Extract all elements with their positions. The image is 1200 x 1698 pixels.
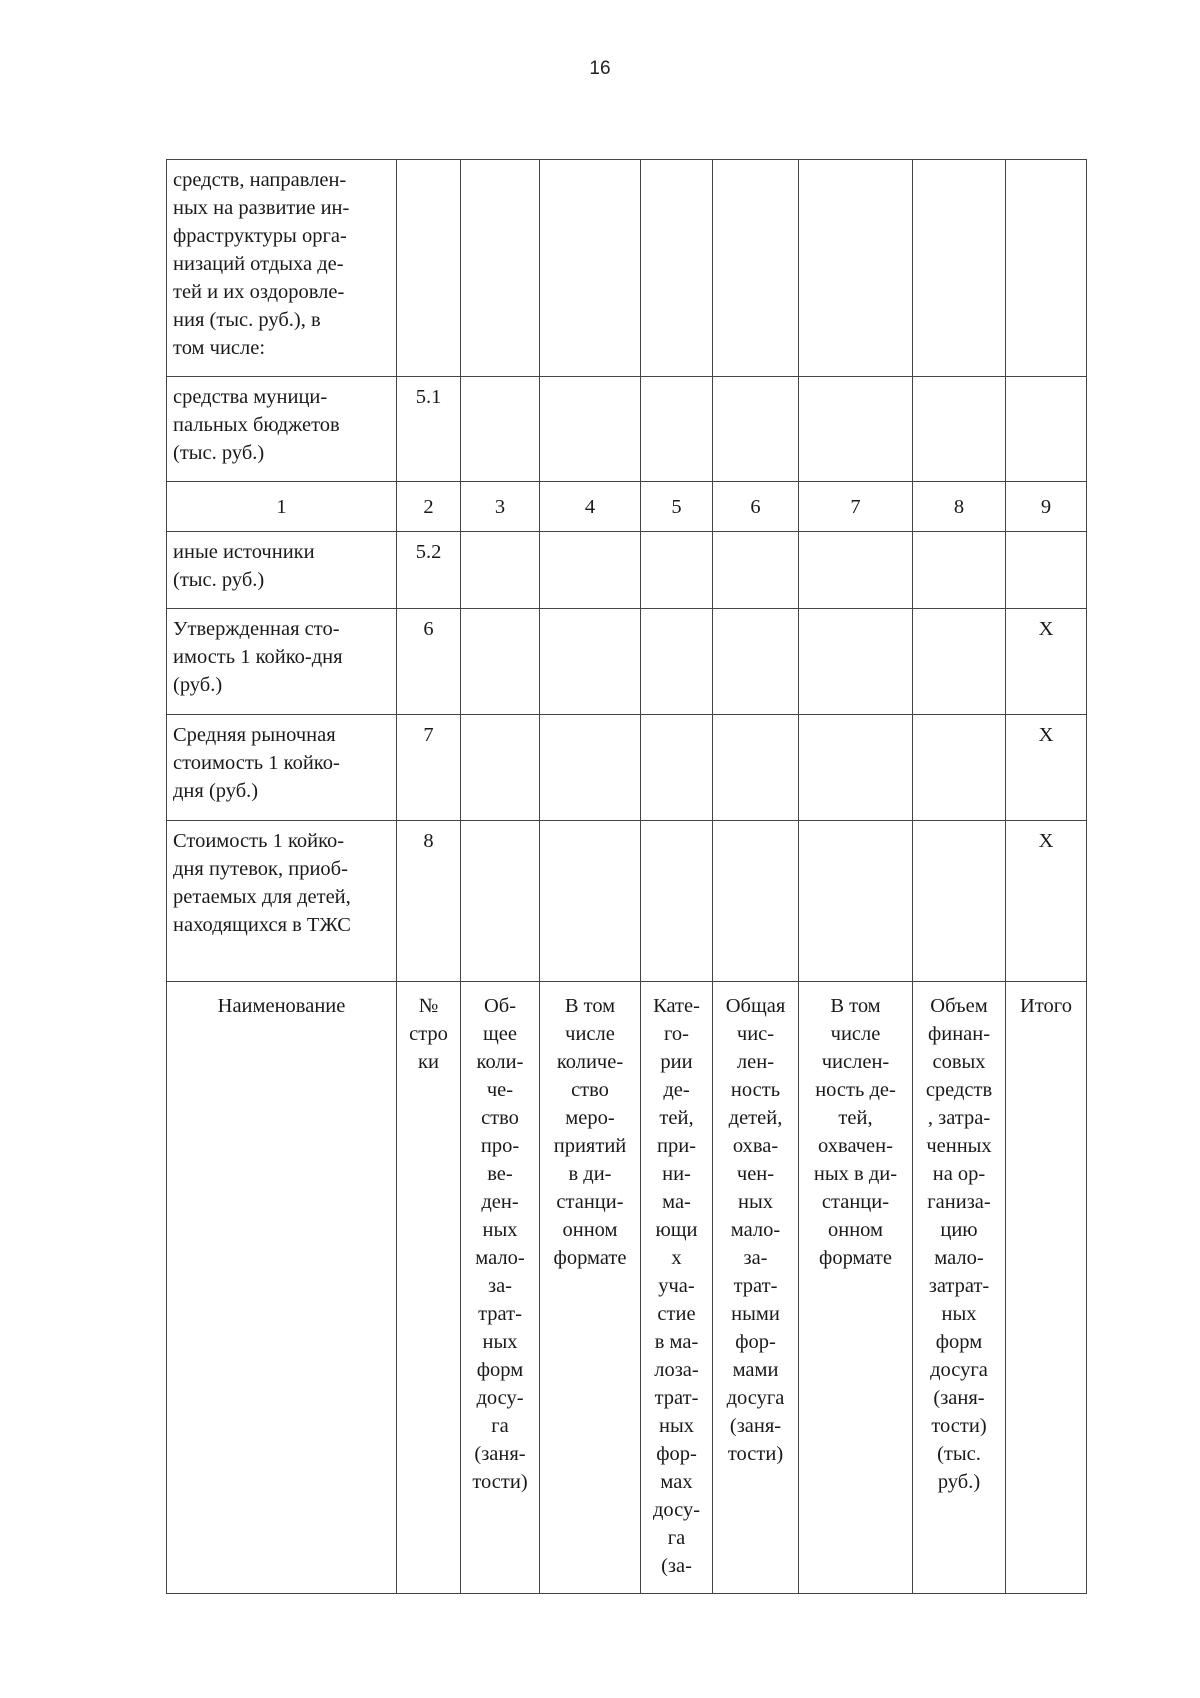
table-cell: [540, 377, 641, 482]
table-row-funds-infrastructure: [167, 160, 1087, 377]
table-cell: [461, 609, 540, 715]
table-cell: [461, 532, 540, 609]
table-cell: [713, 160, 799, 377]
table-cell: [540, 715, 641, 821]
row-label: средств, направлен- ных на развитие ин- фраструктуры орга- низаций отдыха де- тей и их оздоровле- ния (тыс. руб.), в том числе:: [167, 160, 397, 377]
row-label: Стоимость 1 койко- дня путевок, приоб- ретаемых для детей, находящихся в ТЖС: [167, 821, 397, 982]
table-cell: [461, 160, 540, 377]
table-cell: [913, 532, 1006, 609]
table-cell: [641, 160, 713, 377]
column-number: 4: [540, 482, 641, 532]
row-label: иные источники (тыс. руб.): [167, 532, 397, 609]
row-number: 7: [397, 715, 461, 821]
header-categories: Кате- го- рии де- тей, при- ни- ма- ющи х уча- стие в ма- лоза- трат- ных фор- мах досу- га (за-: [641, 982, 713, 1594]
column-number: 9: [1006, 482, 1087, 532]
row-label: средства муници- пальных бюджетов (тыс. руб.): [167, 377, 397, 482]
table-cell: [1006, 377, 1087, 482]
header-name: Наименование: [167, 982, 397, 1594]
total-cell: X: [1006, 715, 1087, 821]
column-number: 2: [397, 482, 461, 532]
column-number: 8: [913, 482, 1006, 532]
row-number: 5.2: [397, 532, 461, 609]
table-cell: [540, 821, 641, 982]
column-number: 1: [167, 482, 397, 532]
table-cell: [799, 715, 913, 821]
table-cell: [799, 609, 913, 715]
column-number: 6: [713, 482, 799, 532]
table-row-approved-cost: [167, 609, 1087, 715]
header-remote-events: В том числе количе- ство меро- приятий в ди- станци- онном формате: [540, 982, 641, 1594]
table-cell: [799, 532, 913, 609]
table-cell: [713, 532, 799, 609]
table-cell: [461, 377, 540, 482]
header-total-children: Общая чис- лен- ность детей, охва- чен- ных мало- за- трат- ными фор- мами досуга (заня- тости): [713, 982, 799, 1594]
table-cell: [799, 821, 913, 982]
header-financial-volume: Объем финан- совых средств , затра- ченных на ор- ганиза- цию мало- затрат- ных форм досуга (заня- тости) (тыс. руб.): [913, 982, 1006, 1594]
header-remote-children: В том числе числен- ность де- тей, охвачен- ных в ди- станци- онном формате: [799, 982, 913, 1594]
table-cell: [913, 609, 1006, 715]
table-cell: [713, 609, 799, 715]
table-row-municipal-budgets: [167, 377, 1087, 482]
table-row-tzhs-cost: [167, 821, 1087, 982]
table-cell: [1006, 532, 1087, 609]
column-number: 5: [641, 482, 713, 532]
page-number: 16: [589, 58, 611, 79]
table-cell: [799, 160, 913, 377]
table-cell: [540, 160, 641, 377]
row-label: Утвержденная сто- имость 1 койко-дня (руб.): [167, 609, 397, 715]
row-number: 5.1: [397, 377, 461, 482]
table-cell: [461, 715, 540, 821]
table-cell: [913, 821, 1006, 982]
column-number: 3: [461, 482, 540, 532]
row-number: 8: [397, 821, 461, 982]
table-cell: [913, 160, 1006, 377]
table-cell: [641, 715, 713, 821]
table-cell: [913, 377, 1006, 482]
row-number: 6: [397, 609, 461, 715]
total-cell: X: [1006, 609, 1087, 715]
table-row-column-numbers: [167, 482, 1087, 532]
table-cell: [540, 609, 641, 715]
total-cell: X: [1006, 821, 1087, 982]
table-cell: [641, 532, 713, 609]
row-label: Средняя рыночная стоимость 1 койко- дня (руб.): [167, 715, 397, 821]
table-cell: [799, 377, 913, 482]
table-cell: [713, 821, 799, 982]
table-cell: [461, 821, 540, 982]
table-cell: [1006, 160, 1087, 377]
table-row-other-sources: [167, 532, 1087, 609]
table-cell: [641, 377, 713, 482]
data-table: [166, 159, 1087, 1594]
header-row-number: № стро ки: [397, 982, 461, 1594]
table-cell: [641, 821, 713, 982]
row-number: [397, 160, 461, 377]
header-total: Итого: [1006, 982, 1087, 1594]
column-number: 7: [799, 482, 913, 532]
header-total-events: Об- щее коли- че- ство про- ве- ден- ных мало- за- трат- ных форм досу- га (заня- тости): [461, 982, 540, 1594]
table-cell: [913, 715, 1006, 821]
table-row-market-cost: [167, 715, 1087, 821]
table-header-row: [167, 982, 1087, 1594]
table-cell: [641, 609, 713, 715]
table-cell: [540, 532, 641, 609]
table-cell: [713, 715, 799, 821]
table-cell: [713, 377, 799, 482]
